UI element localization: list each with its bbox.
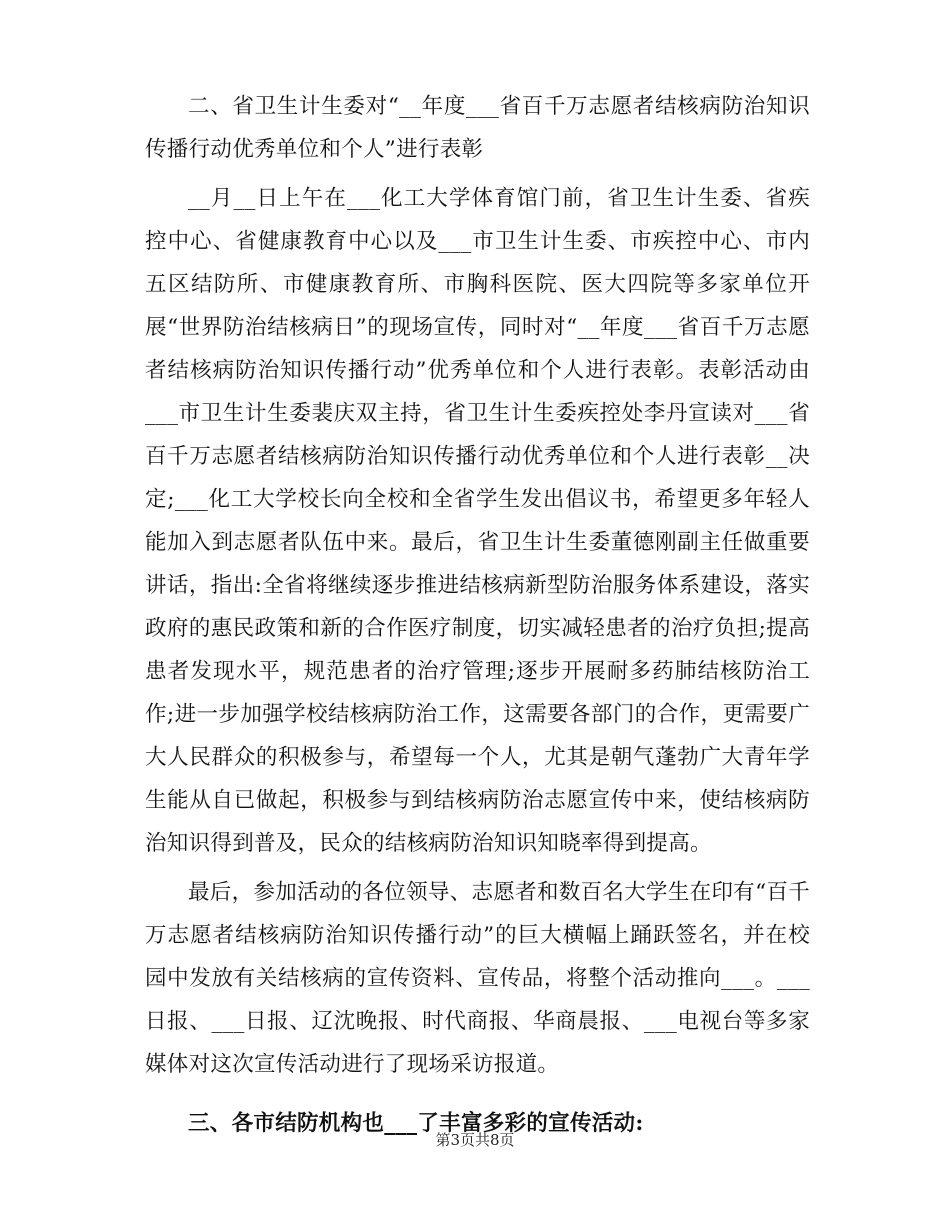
section-two-heading-paragraph: 二、省卫生计生委对“__年度___省百千万志愿者结核病防治知识传播行动优秀单位和个人”进行表彰 [145, 94, 810, 162]
page-number-footer: 第3页共8页 [435, 1131, 515, 1149]
section-three-heading: 三、各市结防机构也___了丰富多彩的宣传活动: [188, 1111, 644, 1136]
document-body [145, 85, 810, 1145]
event-description-paragraph: __月__日上午在___化工大学体育馆门前，省卫生计生委、省疾控中心、省健康教育中心以及___市卫生计生委、市疾控中心、市内五区结防所、市健康教育所、市胸科医院、医大四院等多家单位开展“世界防治结核病日”的现场宣传，同时对“__年度___省百千万志愿者结核病防治知识传播行动”优秀单位和个人进行表彰。表彰活动由___市卫生计生委裴庆双主持，省卫生计生委疾控处李丹宣读对___省百千万志愿者结核病防治知识传播行动优秀单位和个人进行表彰__决定;___化工大学校长向全校和全省学生发出倡议书，希望更多年轻人能加入到志愿者队伍中来。最后，省卫生计生委董德刚副主任做重要讲话，指出:全省将继续逐步推进结核病新型防治服务体系建设，落实政府的惠民政策和新的合作医疗制度，切实减轻患者的治疗负担;提高患者发现水平，规范患者的治疗管理;逐步开展耐多药肺结核防治工作;进一步加强学校结核病防治工作，这需要各部门的合作，更需要广大人民群众的积极参与，希望每一个人，尤其是朝气蓬勃广大青年学生能从自已做起，积极参与到结核病防治志愿宣传中来，使结核病防治知识得到普及，民众的结核病防治知识知晓率得到提高。 [145, 186, 810, 856]
closing-activity-paragraph: 最后，参加活动的各位领导、志愿者和数百名大学生在印有“百千万志愿者结核病防治知识传播行动”的巨大横幅上踊跃签名，并在校园中发放有关结核病的宣传资料、宣传品，将整个活动推向___。___日报、___日报、辽沈晚报、时代商报、华商晨报、___电视台等多家媒体对这次宣传活动进行了现场采访报道。 [145, 880, 810, 1077]
